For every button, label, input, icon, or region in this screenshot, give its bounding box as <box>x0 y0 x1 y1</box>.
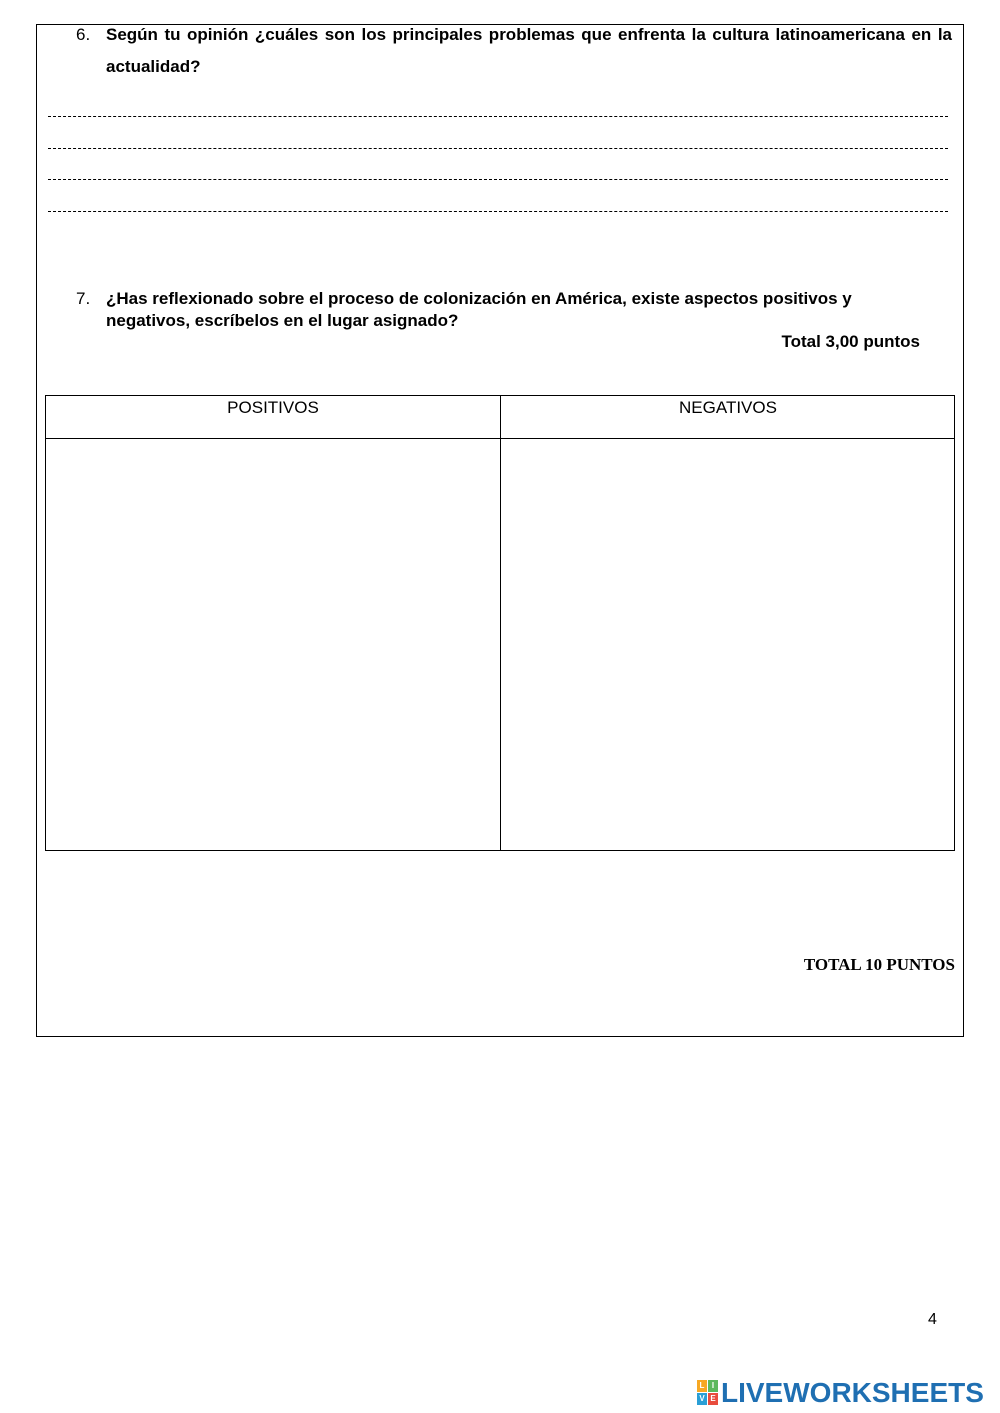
answer-line-1[interactable] <box>48 116 948 117</box>
liveworksheets-wordmark: LIVEWORKSHEETS <box>721 1377 984 1408</box>
positives-answer-cell[interactable] <box>46 439 500 850</box>
positives-header: POSITIVOS <box>227 398 319 417</box>
question-7 <box>76 288 922 338</box>
logo-tile-4: E <box>708 1393 718 1405</box>
question-6-number: 6. <box>76 25 91 44</box>
page-number: 4 <box>928 1311 937 1328</box>
liveworksheets-brand <box>697 1376 984 1410</box>
answer-line-2[interactable] <box>48 148 948 149</box>
question-6 <box>76 19 952 89</box>
answer-line-4[interactable] <box>48 211 948 212</box>
answer-line-3[interactable] <box>48 179 948 180</box>
question-7-points: Total 3,00 puntos <box>781 332 920 351</box>
logo-tile-3: V <box>697 1393 707 1405</box>
liveworksheets-logo-icon <box>697 1380 719 1406</box>
logo-tile-2: I <box>708 1380 718 1392</box>
negatives-header: NEGATIVOS <box>679 398 777 417</box>
positives-negatives-table <box>45 395 955 851</box>
negatives-answer-cell[interactable] <box>501 439 955 850</box>
logo-tile-1: L <box>697 1380 707 1392</box>
total-points: TOTAL 10 PUNTOS <box>803 955 955 974</box>
question-7-number: 7. <box>76 289 91 308</box>
question-7-text: ¿Has reflexionado sobre el proceso de colonización en América, existe aspectos positivos y negativos, escríbelos en el lugar asignado? <box>106 289 852 330</box>
question-6-text: Según tu opinión ¿cuáles son los principales problemas que enfrenta la cultura latinoamericana en la actualidad? <box>106 25 952 76</box>
